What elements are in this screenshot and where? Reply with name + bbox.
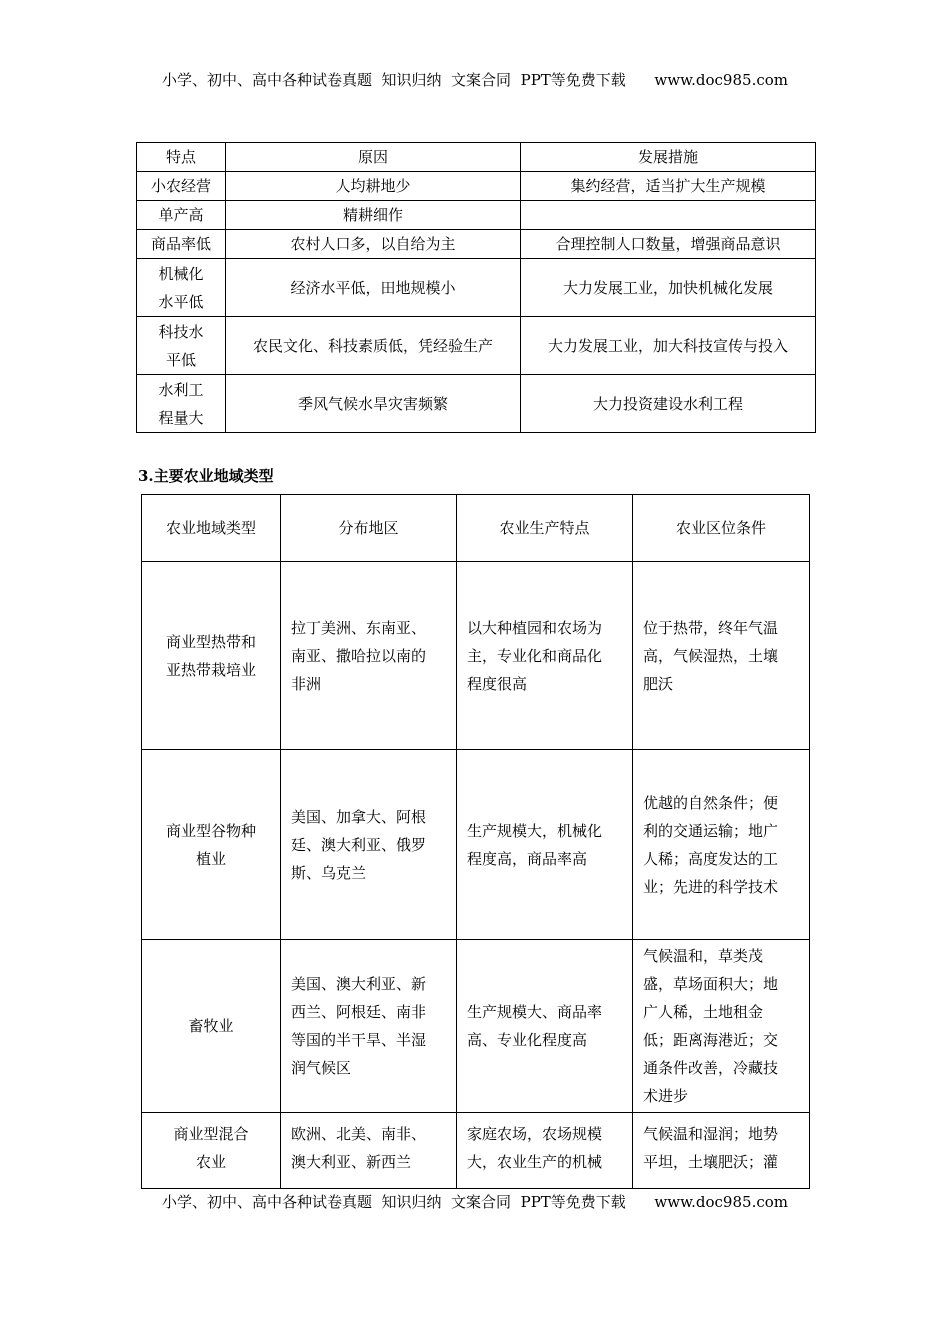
cell-line: 美国、加拿大、阿根 (291, 807, 427, 826)
table-row (142, 750, 810, 940)
cause-cell: 精耕细作 (226, 201, 521, 230)
cell-line: 程度很高 (467, 674, 528, 693)
cell-line: 植业 (195, 849, 226, 868)
region-cell (281, 562, 457, 750)
cell-line: 斯、乌克兰 (291, 863, 367, 882)
cell-line: 商业型混合 (173, 1125, 249, 1143)
header-cell: 特点 (137, 143, 226, 172)
feature-cell: 商品率低 (137, 230, 226, 259)
header-cell: 原因 (226, 143, 521, 172)
cell-line: 廷、澳大利亚、俄罗 (291, 835, 427, 854)
header-cell: 农业生产特点 (457, 495, 633, 562)
cell-line: 等国的半干旱、半湿 (291, 1031, 427, 1049)
cell-line: 通条件改善，冷藏技 (643, 1059, 779, 1077)
feature-cell (137, 259, 226, 317)
agriculture-features-table (136, 142, 816, 433)
cell-line: 气候温和湿润；地势 (643, 1125, 779, 1143)
cell-line: 大，农业生产的机械 (467, 1153, 603, 1171)
region-cell (281, 1113, 457, 1189)
table-header-row (137, 143, 816, 172)
cell-line: 高，气候湿热，土壤 (643, 646, 779, 665)
feature-cell (457, 1113, 633, 1189)
condition-cell (633, 940, 810, 1113)
cell-line: 气候温和，草类茂 (643, 947, 764, 965)
header-cell: 分布地区 (281, 495, 457, 562)
cause-cell: 农民文化、科技素质低，凭经验生产 (226, 317, 521, 375)
cell-line: 程度高，商品率高 (467, 849, 588, 868)
table-row (137, 230, 816, 259)
cell-line: 润气候区 (291, 1059, 352, 1077)
cell-line: 西兰、阿根廷、南非 (291, 1003, 427, 1021)
cell-line: 主，专业化和商品化 (467, 646, 603, 665)
region-cell (281, 940, 457, 1113)
cause-cell: 农村人口多，以自给为主 (226, 230, 521, 259)
cell-line: 广人稀，土地租金 (643, 1003, 764, 1021)
feature-cell (457, 940, 633, 1113)
cell-line: 高、专业化程度高 (467, 1031, 588, 1049)
table-row (137, 201, 816, 230)
type-cell (142, 562, 281, 750)
measure-cell: 大力发展工业，加大科技宣传与投入 (521, 317, 816, 375)
cell-line: 亚热带栽培业 (165, 660, 256, 679)
cell-line: 平坦，土壤肥沃；灌 (643, 1153, 779, 1171)
type-cell (142, 750, 281, 940)
condition-cell (633, 1113, 810, 1189)
header-cell: 农业地域类型 (142, 495, 281, 562)
table-row (137, 172, 816, 201)
section-title: 3.主要农业地域类型 (138, 467, 274, 485)
agricultural-region-types-table (141, 494, 810, 1189)
table-row (137, 375, 816, 433)
measure-cell: 集约经营，适当扩大生产规模 (521, 172, 816, 201)
cell-line: 拉丁美洲、东南亚、 (291, 618, 427, 637)
feature-cell (457, 562, 633, 750)
cell-line: 美国、澳大利亚、新 (291, 975, 427, 993)
measure-cell: 大力投资建设水利工程 (521, 375, 816, 433)
table-header-row (142, 495, 810, 562)
cell-line: 位于热带，终年气温 (643, 618, 779, 637)
cell-line: 业；先进的科学技术 (643, 877, 779, 896)
table-row (142, 1113, 810, 1189)
feature-cell: 小农经营 (137, 172, 226, 201)
feature-cell (137, 317, 226, 375)
cell-line: 非洲 (291, 674, 322, 693)
table-row (142, 940, 810, 1113)
cell-line: 术进步 (643, 1087, 689, 1105)
type-cell (142, 940, 281, 1113)
cause-cell: 季风气候水旱灾害频繁 (226, 375, 521, 433)
table-row (142, 562, 810, 750)
table-row (137, 317, 816, 375)
cell-line: 家庭农场，农场规模 (467, 1125, 603, 1143)
cell-line: 平低 (165, 350, 196, 369)
condition-cell (633, 750, 810, 940)
region-cell (281, 750, 457, 940)
cell-line: 肥沃 (643, 674, 674, 693)
cell-line: 机械化 (158, 264, 204, 283)
cause-cell: 人均耕地少 (226, 172, 521, 201)
cell-line: 低；距离海港近；交 (643, 1031, 779, 1049)
cell-line: 澳大利亚、新西兰 (291, 1153, 412, 1171)
page-footer: 小学、初中、高中各种试卷真题 知识归纳 文案合同 PPT等免费下载 www.doc985.com (161, 1193, 788, 1211)
measure-cell: 合理控制人口数量，增强商品意识 (521, 230, 816, 259)
cell-line: 农业 (195, 1153, 226, 1171)
cell-line: 畜牧业 (188, 1017, 234, 1035)
cell-line: 南亚、撒哈拉以南的 (291, 646, 427, 665)
cell-line: 水利工 (158, 380, 204, 399)
condition-cell (633, 562, 810, 750)
cell-line: 科技水 (158, 322, 204, 341)
cell-line: 盛，草场面积大；地 (643, 975, 779, 993)
feature-cell: 单产高 (137, 201, 226, 230)
cell-line: 利的交通运输；地广 (643, 821, 779, 840)
measure-cell (521, 201, 816, 230)
measure-cell: 大力发展工业，加快机械化发展 (521, 259, 816, 317)
feature-cell (137, 375, 226, 433)
header-cell: 发展措施 (521, 143, 816, 172)
cause-cell: 经济水平低，田地规模小 (226, 259, 521, 317)
cell-line: 人稀；高度发达的工 (643, 849, 779, 868)
cell-line: 商业型谷物种 (165, 821, 256, 840)
cell-line: 生产规模大，机械化 (467, 821, 603, 840)
header-cell: 农业区位条件 (633, 495, 810, 562)
cell-line: 生产规模大、商品率 (467, 1003, 603, 1021)
cell-line: 程量大 (158, 408, 204, 427)
cell-line: 以大种植园和农场为 (467, 618, 603, 637)
feature-cell (457, 750, 633, 940)
page-header: 小学、初中、高中各种试卷真题 知识归纳 文案合同 PPT等免费下载 www.doc985.com (161, 71, 788, 89)
cell-line: 水平低 (158, 292, 204, 311)
cell-line: 欧洲、北美、南非、 (291, 1125, 427, 1143)
cell-line: 商业型热带和 (165, 632, 256, 651)
type-cell (142, 1113, 281, 1189)
table-row (137, 259, 816, 317)
cell-line: 优越的自然条件；便 (643, 793, 779, 812)
